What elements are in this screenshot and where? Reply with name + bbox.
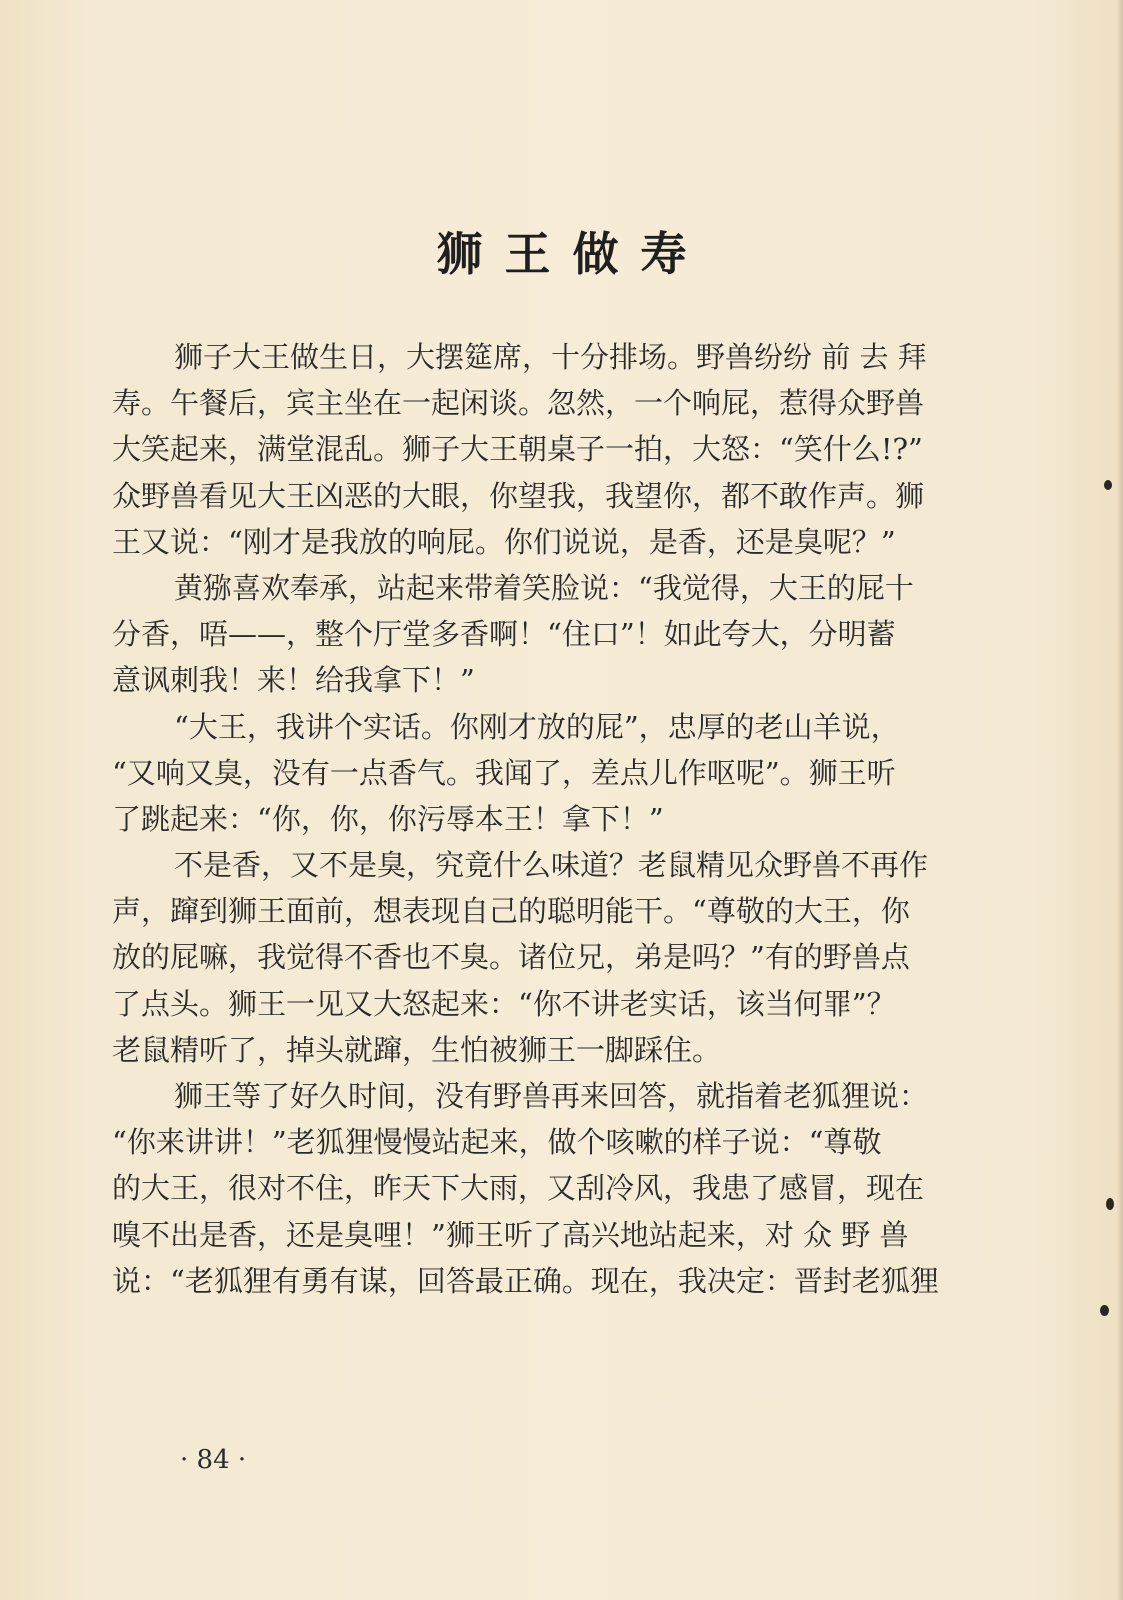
text-line: “又响又臭，没有一点香气。我闻了，差点儿作呕呢”。狮王听 bbox=[112, 755, 896, 790]
text-line: 分香，唔——，整个厅堂多香啊！“住口”！如此夸大，分明蓄 bbox=[112, 617, 896, 652]
text-line: “你来讲讲！”老狐狸慢慢站起来，做个咳嗽的样子说：“尊敬 bbox=[112, 1125, 882, 1160]
text-line: 众野兽看见大王凶恶的大眼，你望我，我望你，都不敢作声。狮 bbox=[112, 478, 925, 513]
text-line: 放的屁嘛，我觉得不香也不臭。诸位兄，弟是吗？”有的野兽点 bbox=[112, 940, 910, 975]
page-number: · 84 · bbox=[180, 1445, 247, 1475]
text-line: 了跳起来：“你，你，你污辱本王！拿下！” bbox=[112, 801, 664, 836]
ink-speck bbox=[1106, 1198, 1114, 1210]
text-line: 的大王，很对不住，昨天下大雨，又刮冷风，我患了感冒，现在 bbox=[112, 1171, 925, 1206]
text-line: 老鼠精听了，掉头就蹿，生怕被狮王一脚踩住。 bbox=[112, 1032, 722, 1067]
text-line: 不是香，又不是臭，究竟什么味道？老鼠精见众野兽不再作 bbox=[174, 848, 929, 883]
text-line: 说：“老狐狸有勇有谋，回答最正确。现在，我决定：晋封老狐狸 bbox=[112, 1263, 939, 1298]
story-title: 狮王做寿 bbox=[436, 227, 709, 281]
text-line: 黄猕喜欢奉承，站起来带着笑脸说：“我觉得，大王的屁十 bbox=[174, 570, 914, 605]
text-line: 意讽刺我！来！给我拿下！” bbox=[112, 663, 475, 698]
text-line: 声，蹿到狮王面前，想表现自己的聪明能干。“尊敬的大王，你 bbox=[112, 894, 910, 929]
text-line: “大王，我讲个实话。你刚才放的屁”，忠厚的老山羊说， bbox=[174, 709, 900, 744]
text-line: 狮王等了好久时间，没有野兽再来回答，就指着老狐狸说： bbox=[174, 1079, 929, 1113]
text-line: 了点头。狮王一见又大怒起来：“你不讲老实话，该当何罪”？ bbox=[112, 986, 896, 1021]
text-line: 大笑起来，满堂混乱。狮子大王朝桌子一拍，大怒：“笑什么!?” bbox=[112, 432, 923, 467]
story-body bbox=[112, 334, 1032, 1304]
ink-speck bbox=[1100, 1305, 1109, 1316]
text-line: 嗅不出是香，还是臭哩！”狮王听了高兴地站起来，对 众 野 兽 bbox=[112, 1217, 909, 1252]
ink-speck bbox=[1104, 480, 1112, 490]
text-line: 狮子大王做生日，大摆筵席，十分排场。野兽纷纷 前 去 拜 bbox=[174, 340, 927, 374]
text-line: 寿。午餐后，宾主坐在一起闲谈。忽然，一个响屁，惹得众野兽 bbox=[112, 386, 925, 421]
text-line: 王又说：“刚才是我放的响屁。你们说说，是香，还是臭呢？” bbox=[112, 524, 896, 559]
